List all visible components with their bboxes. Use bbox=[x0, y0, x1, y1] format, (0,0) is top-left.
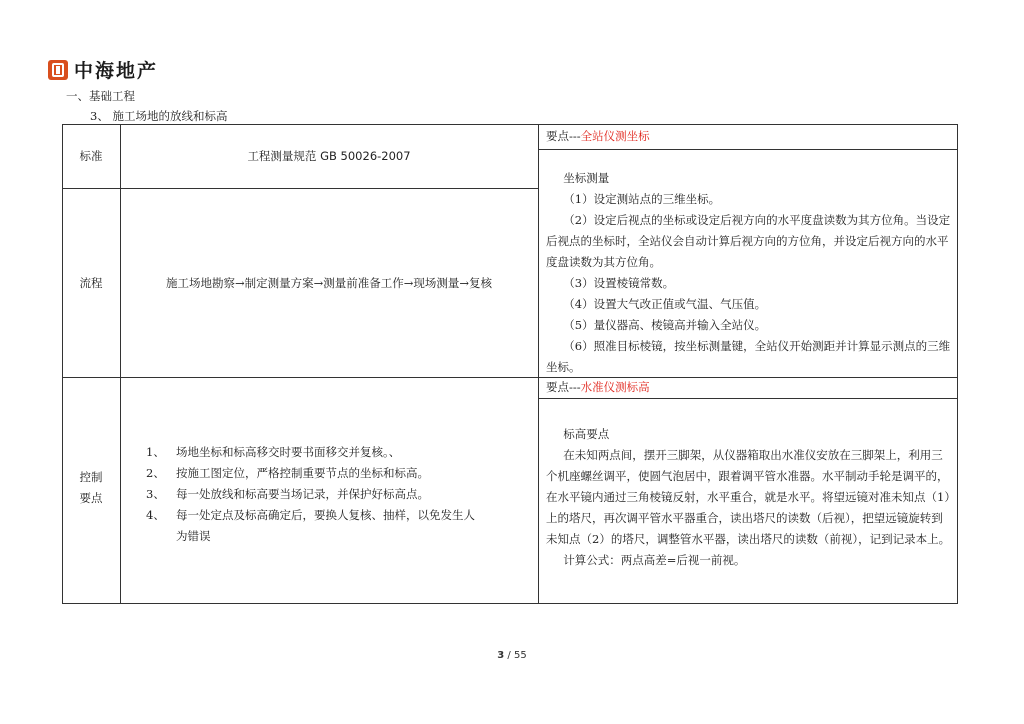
section-title: 一、基础工程 bbox=[66, 89, 135, 103]
list-item bbox=[146, 484, 476, 505]
keypoint1-line: （3）设置棱镜常数。 bbox=[563, 276, 675, 290]
table-row-divider bbox=[62, 188, 539, 189]
list-item bbox=[146, 505, 476, 547]
keypoint1-line: （5）量仪器高、棱镜高并输入全站仪。 bbox=[563, 318, 767, 332]
list-item bbox=[146, 442, 476, 463]
keypoint2-body bbox=[546, 424, 952, 571]
page-number bbox=[0, 650, 1024, 661]
spec-table bbox=[62, 124, 958, 604]
keypoint1-line: （4）设置大气改正值或气温、气压值。 bbox=[563, 297, 767, 311]
page-current: 3 bbox=[497, 650, 505, 661]
control-items-list bbox=[146, 442, 476, 547]
control-label bbox=[62, 467, 120, 509]
list-item-number: 3、 bbox=[146, 487, 165, 501]
list-item-text: 场地坐标和标高移交时要书面移交并复核。、 bbox=[176, 445, 401, 459]
list-item-number: 2、 bbox=[146, 466, 165, 480]
keypoint1-line: （6）照准目标棱镜，按坐标测量键，全站仪开始测距并计算显示测点的三维坐标。 bbox=[546, 339, 951, 374]
process-value: 施工场地勘察→制定测量方案→测量前准备工作→现场测量→复核 bbox=[165, 276, 493, 290]
keypoint2-line: 计算公式：两点高差=后视一前视。 bbox=[563, 553, 746, 567]
keypoint1-line: （1）设定测站点的三维坐标。 bbox=[563, 192, 721, 206]
table-col-divider bbox=[538, 124, 539, 604]
control-label-line2: 要点 bbox=[79, 491, 103, 505]
list-item-text: 每一处放线和标高要当场记录，并保护好标高点。 bbox=[176, 487, 429, 501]
keypoint1-prefix: 要点--- bbox=[546, 129, 581, 143]
keypoint1-heading: 坐标测量 bbox=[563, 171, 610, 185]
keypoint2-line: 在未知两点间，摆开三脚架，从仪器箱取出水准仪安放在三脚架上，利用三个机座螺丝调平，使圆气泡居中，跟着调平管水准器。水平制动手轮是调平的，在水平镜内通过三角棱镜反射，水平重合，就是水平。将望远镜对准未知点（1）上的塔尺，再次调平管水平器重合，读出塔尺的读数（后视），把望远镜旋转到未知点（2）的塔尺，调整管水平器，读出塔尺的读数（前视），记到记录本上。 bbox=[546, 448, 951, 546]
logo-mark-icon bbox=[48, 60, 68, 80]
company-logo bbox=[48, 56, 158, 83]
list-item-text: 按施工图定位，严格控制重要节点的坐标和标高。 bbox=[176, 466, 429, 480]
subsection-title: 3、 施工场地的放线和标高 bbox=[90, 109, 228, 123]
list-item-text: 每一处定点及标高确定后，要换人复核、抽样，以免发生人为错误 bbox=[176, 508, 475, 543]
keypoint1-title: 全站仪测坐标 bbox=[580, 129, 650, 143]
keypoint1-line: （2）设定后视点的坐标或设定后视方向的水平度盘读数为其方位角。当设定后视点的坐标时，全站仪会自动计算后视方向的方位角，并设定后视方向的水平度盘读数为其方位角。 bbox=[546, 213, 951, 269]
keypoint2-title: 水准仪测标高 bbox=[580, 380, 650, 394]
standard-label: 标准 bbox=[79, 149, 103, 163]
page-total: 55 bbox=[513, 650, 527, 661]
table-border-bottom bbox=[62, 603, 958, 604]
standard-value: 工程测量规范 GB 50026-2007 bbox=[247, 149, 411, 163]
table-border-right bbox=[957, 124, 958, 604]
keypoint2-prefix: 要点--- bbox=[546, 380, 581, 394]
keypoint-header-divider bbox=[538, 398, 958, 399]
keypoint1-body bbox=[546, 168, 952, 378]
table-border-left bbox=[62, 124, 63, 604]
table-border-top bbox=[62, 124, 958, 125]
logo-text: 中海地产 bbox=[74, 60, 159, 82]
process-label: 流程 bbox=[79, 276, 103, 290]
page-separator: / bbox=[504, 650, 514, 661]
control-label-line1: 控制 bbox=[79, 470, 103, 484]
keypoint-header-divider bbox=[538, 149, 958, 150]
list-item-number: 4、 bbox=[146, 508, 165, 522]
list-item-number: 1、 bbox=[146, 445, 165, 459]
keypoint2-header bbox=[546, 377, 650, 398]
keypoint1-header bbox=[546, 126, 650, 147]
table-col-divider bbox=[120, 124, 121, 604]
list-item bbox=[146, 463, 476, 484]
keypoint2-heading: 标高要点 bbox=[563, 427, 610, 441]
